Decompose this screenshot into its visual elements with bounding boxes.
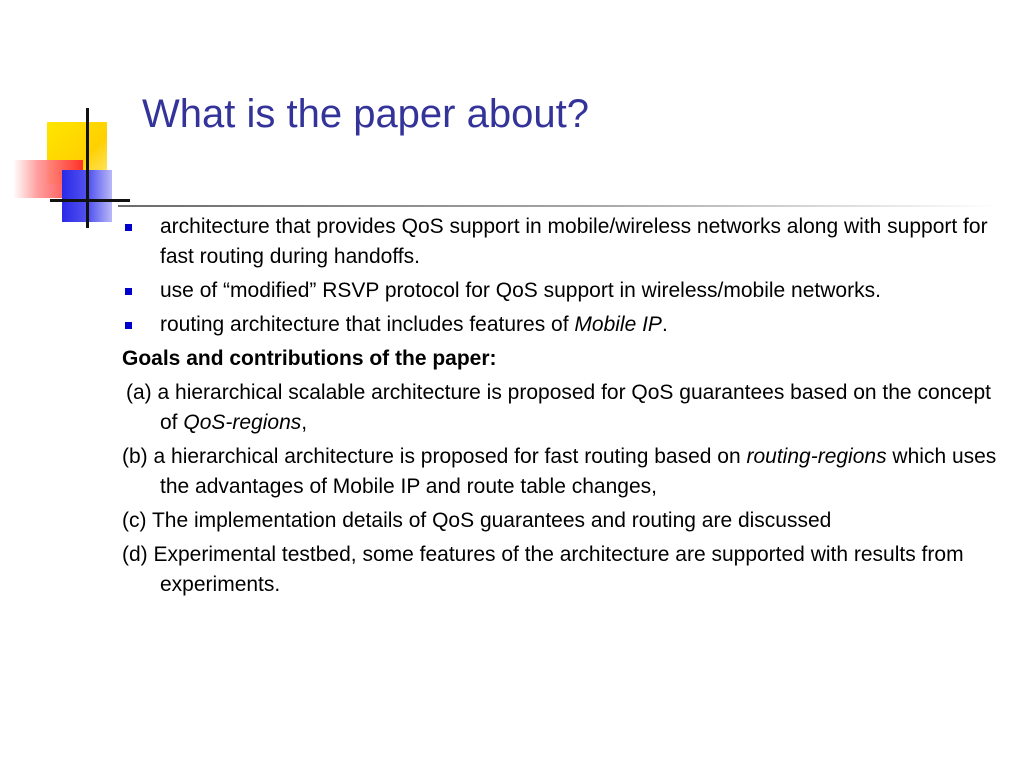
corner-blocks-logo: [0, 0, 160, 240]
horizontal-bar: [50, 199, 130, 202]
goal-item: [122, 442, 1002, 502]
goal-text: (b) a hierarchical architecture is proposed for fast routing based on: [122, 445, 747, 468]
goal-emphasis: QoS-regions: [183, 411, 302, 434]
goal-item: [122, 540, 1002, 600]
goal-item: [122, 378, 1002, 438]
bullet-item: [122, 276, 1002, 306]
goal-tail: which uses the advantages of Mobile IP and route table changes,: [160, 445, 997, 498]
square-bullet-icon: [125, 288, 132, 295]
bullet-item: [122, 212, 1002, 272]
bullet-text: use of “modified” RSVP protocol for QoS support in wireless/mobile networks.: [160, 279, 881, 302]
bullet-text: routing architecture that includes features of: [160, 313, 575, 336]
goals-heading: Goals and contributions of the paper:: [122, 347, 497, 370]
square-bullet-icon: [125, 322, 132, 329]
goal-text: (a) a hierarchical scalable architecture is proposed for QoS guarantees based on the concept of: [126, 381, 991, 434]
goal-emphasis: routing-regions: [746, 445, 887, 468]
goal-item: [122, 506, 1002, 536]
square-bullet-icon: [125, 224, 132, 231]
bullet-item: [122, 310, 1002, 340]
goal-text: (c) The implementation details of QoS guarantees and routing are discussed: [122, 509, 832, 532]
bullet-text: architecture that provides QoS support in mobile/wireless networks along with support for fast routing during handoffs.: [160, 215, 988, 268]
goal-text: (d) Experimental testbed, some features of the architecture are supported with results from experiments.: [122, 543, 964, 596]
slide-body: [122, 208, 1002, 600]
title-divider: [118, 205, 998, 207]
goal-tail: ,: [301, 411, 308, 434]
slide-title: What is the paper about?: [142, 92, 589, 136]
vertical-bar: [86, 108, 89, 228]
bullet-emphasis: Mobile IP: [574, 313, 662, 336]
bullet-tail: .: [661, 313, 668, 336]
